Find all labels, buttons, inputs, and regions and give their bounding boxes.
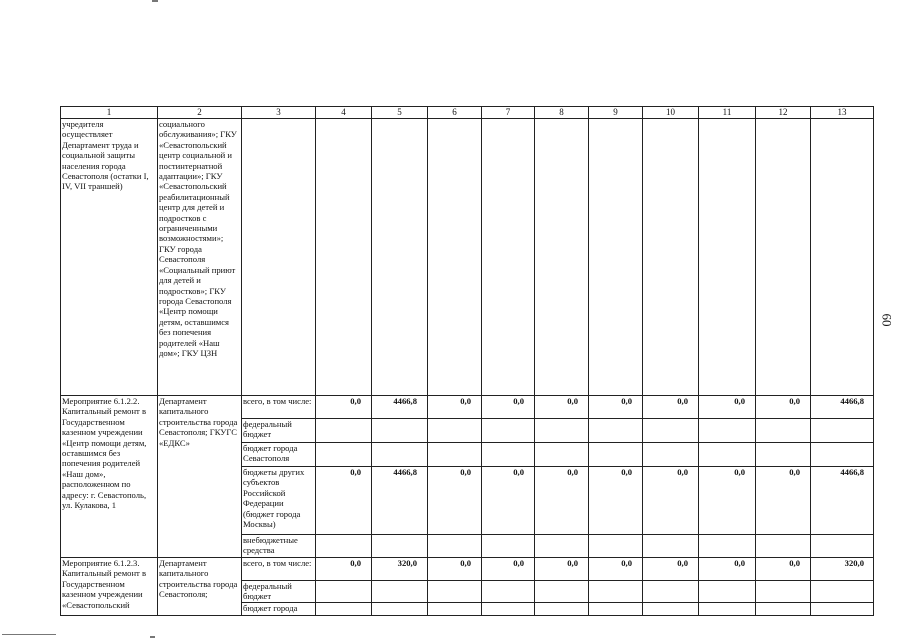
funding-source: федеральный бюджет: [242, 581, 316, 603]
budget-table: [60, 106, 874, 616]
value-cell: 0,0: [535, 558, 589, 581]
value-cell: [643, 535, 699, 558]
value-cell: 0,0: [482, 396, 535, 419]
value-cell: 0,0: [589, 396, 643, 419]
value-cell: [482, 535, 535, 558]
value-cell: [428, 581, 482, 603]
empty-cell: [643, 119, 699, 396]
value-cell: [756, 581, 811, 603]
header-cell: 1: [61, 107, 158, 119]
value-cell: [811, 535, 874, 558]
value-cell: [428, 419, 482, 443]
empty-cell: [316, 119, 372, 396]
scan-mark-bottom-line: [2, 634, 56, 635]
value-cell: 0,0: [756, 396, 811, 419]
value-cell: [535, 581, 589, 603]
header-cell: 8: [535, 107, 589, 119]
header-cell: 5: [372, 107, 428, 119]
value-cell: [316, 535, 372, 558]
funding-source: бюджет города Севастополя: [242, 443, 316, 467]
value-cell: 0,0: [482, 467, 535, 535]
value-cell: 0,0: [316, 558, 372, 581]
value-cell: 0,0: [482, 558, 535, 581]
funding-source: бюджеты других субъектов Российской Федерации (бюджет города Москвы): [242, 467, 316, 535]
value-cell: 0,0: [699, 467, 756, 535]
value-cell: 0,0: [756, 558, 811, 581]
value-cell: [699, 581, 756, 603]
value-cell: [699, 535, 756, 558]
value-cell: 0,0: [316, 467, 372, 535]
header-cell: 10: [643, 107, 699, 119]
value-cell: 320,0: [811, 558, 874, 581]
value-cell: [535, 443, 589, 467]
value-cell: [482, 443, 535, 467]
empty-cell: [482, 119, 535, 396]
value-cell: [372, 535, 428, 558]
funding-source: бюджет города: [242, 602, 316, 615]
funding-row: [61, 558, 874, 581]
empty-cell: [589, 119, 643, 396]
header-cell: 12: [756, 107, 811, 119]
header-cell: 3: [242, 107, 316, 119]
value-cell: [589, 419, 643, 443]
value-cell: [482, 602, 535, 615]
funding-row: [61, 396, 874, 419]
value-cell: 4466,8: [372, 467, 428, 535]
value-cell: 0,0: [643, 396, 699, 419]
empty-cell: [699, 119, 756, 396]
header-cell: 6: [428, 107, 482, 119]
header-row: [61, 107, 874, 119]
value-cell: [316, 443, 372, 467]
value-cell: [589, 581, 643, 603]
value-cell: [699, 419, 756, 443]
value-cell: [643, 602, 699, 615]
continuation-col1: учредителя осуществляет Департамент труда и социальной защиты населения города Севастополя (остатки I, IV, VII траншей): [61, 119, 158, 396]
value-cell: [316, 419, 372, 443]
value-cell: [589, 602, 643, 615]
empty-cell: [756, 119, 811, 396]
value-cell: 0,0: [699, 558, 756, 581]
value-cell: [372, 581, 428, 603]
value-cell: 0,0: [428, 558, 482, 581]
scan-mark-top: [152, 0, 158, 2]
value-cell: [811, 602, 874, 615]
value-cell: [372, 443, 428, 467]
funding-source: федеральный бюджет: [242, 419, 316, 443]
value-cell: [316, 602, 372, 615]
value-cell: [756, 443, 811, 467]
value-cell: [699, 443, 756, 467]
header-cell: 13: [811, 107, 874, 119]
value-cell: 4466,8: [811, 396, 874, 419]
value-cell: [589, 443, 643, 467]
measure-name: Мероприятие 6.1.2.2. Капитальный ремонт в Государственном казенном учреждении «Центр помощи детям, оставшимся без попечения родителей «Наш дом», расположенном по адресу: г. Севастополь, ул. Кулакова, 1: [61, 396, 158, 558]
header-cell: 4: [316, 107, 372, 119]
value-cell: [535, 535, 589, 558]
empty-cell: [372, 119, 428, 396]
scan-mark-bottom-dot: [150, 636, 155, 638]
value-cell: [699, 602, 756, 615]
value-cell: [756, 419, 811, 443]
value-cell: [482, 419, 535, 443]
value-cell: [372, 419, 428, 443]
header-cell: 9: [589, 107, 643, 119]
value-cell: [535, 419, 589, 443]
value-cell: [482, 581, 535, 603]
funding-source: внебюджетные средства: [242, 535, 316, 558]
value-cell: 0,0: [535, 396, 589, 419]
funding-source: всего, в том числе:: [242, 396, 316, 419]
measure-name: Мероприятие 6.1.2.3. Капитальный ремонт в Государственном казенном учреждении «Севастопольский: [61, 558, 158, 616]
header-cell: 2: [158, 107, 242, 119]
value-cell: 0,0: [316, 396, 372, 419]
continuation-col2: социального обслуживания»; ГКУ «Севастопольский центр социальной и постинтернатной адаптации»; ГКУ «Севастопольский реабилитационный центр для детей и подростков с ограниченными возможностями»; ГКУ города Севастополя «Социальный приют для детей и подростков»; ГКУ города Севастополя «Центр помощи детям, оставшимся без попечения родителей «Наш дом»; ГКУ ЦЗН: [158, 119, 242, 396]
value-cell: [428, 602, 482, 615]
value-cell: 0,0: [428, 467, 482, 535]
value-cell: 0,0: [699, 396, 756, 419]
funding-source: всего, в том числе:: [242, 558, 316, 581]
value-cell: [643, 419, 699, 443]
header-cell: 7: [482, 107, 535, 119]
empty-cell: [811, 119, 874, 396]
value-cell: 0,0: [643, 558, 699, 581]
value-cell: 4466,8: [811, 467, 874, 535]
measures-body: [61, 396, 874, 616]
value-cell: [372, 602, 428, 615]
value-cell: [643, 581, 699, 603]
value-cell: 0,0: [535, 467, 589, 535]
page-number: 60: [879, 313, 895, 327]
value-cell: [316, 581, 372, 603]
value-cell: 320,0: [372, 558, 428, 581]
continuation-row: [61, 119, 874, 396]
empty-cell: [428, 119, 482, 396]
value-cell: 0,0: [756, 467, 811, 535]
measure-executor: Департамент капитального строительства города Севастополя;: [158, 558, 242, 616]
empty-cell: [242, 119, 316, 396]
value-cell: 4466,8: [372, 396, 428, 419]
value-cell: [643, 443, 699, 467]
value-cell: 0,0: [643, 467, 699, 535]
value-cell: [756, 535, 811, 558]
value-cell: 0,0: [428, 396, 482, 419]
empty-cell: [535, 119, 589, 396]
value-cell: [428, 535, 482, 558]
value-cell: [811, 443, 874, 467]
value-cell: [756, 602, 811, 615]
value-cell: [535, 602, 589, 615]
value-cell: [589, 535, 643, 558]
header-cell: 11: [699, 107, 756, 119]
value-cell: [811, 581, 874, 603]
value-cell: 0,0: [589, 467, 643, 535]
value-cell: 0,0: [589, 558, 643, 581]
value-cell: [428, 443, 482, 467]
value-cell: [811, 419, 874, 443]
measure-executor: Департамент капитального строительства города Севастополя; ГКУГС «ЕДКС»: [158, 396, 242, 558]
